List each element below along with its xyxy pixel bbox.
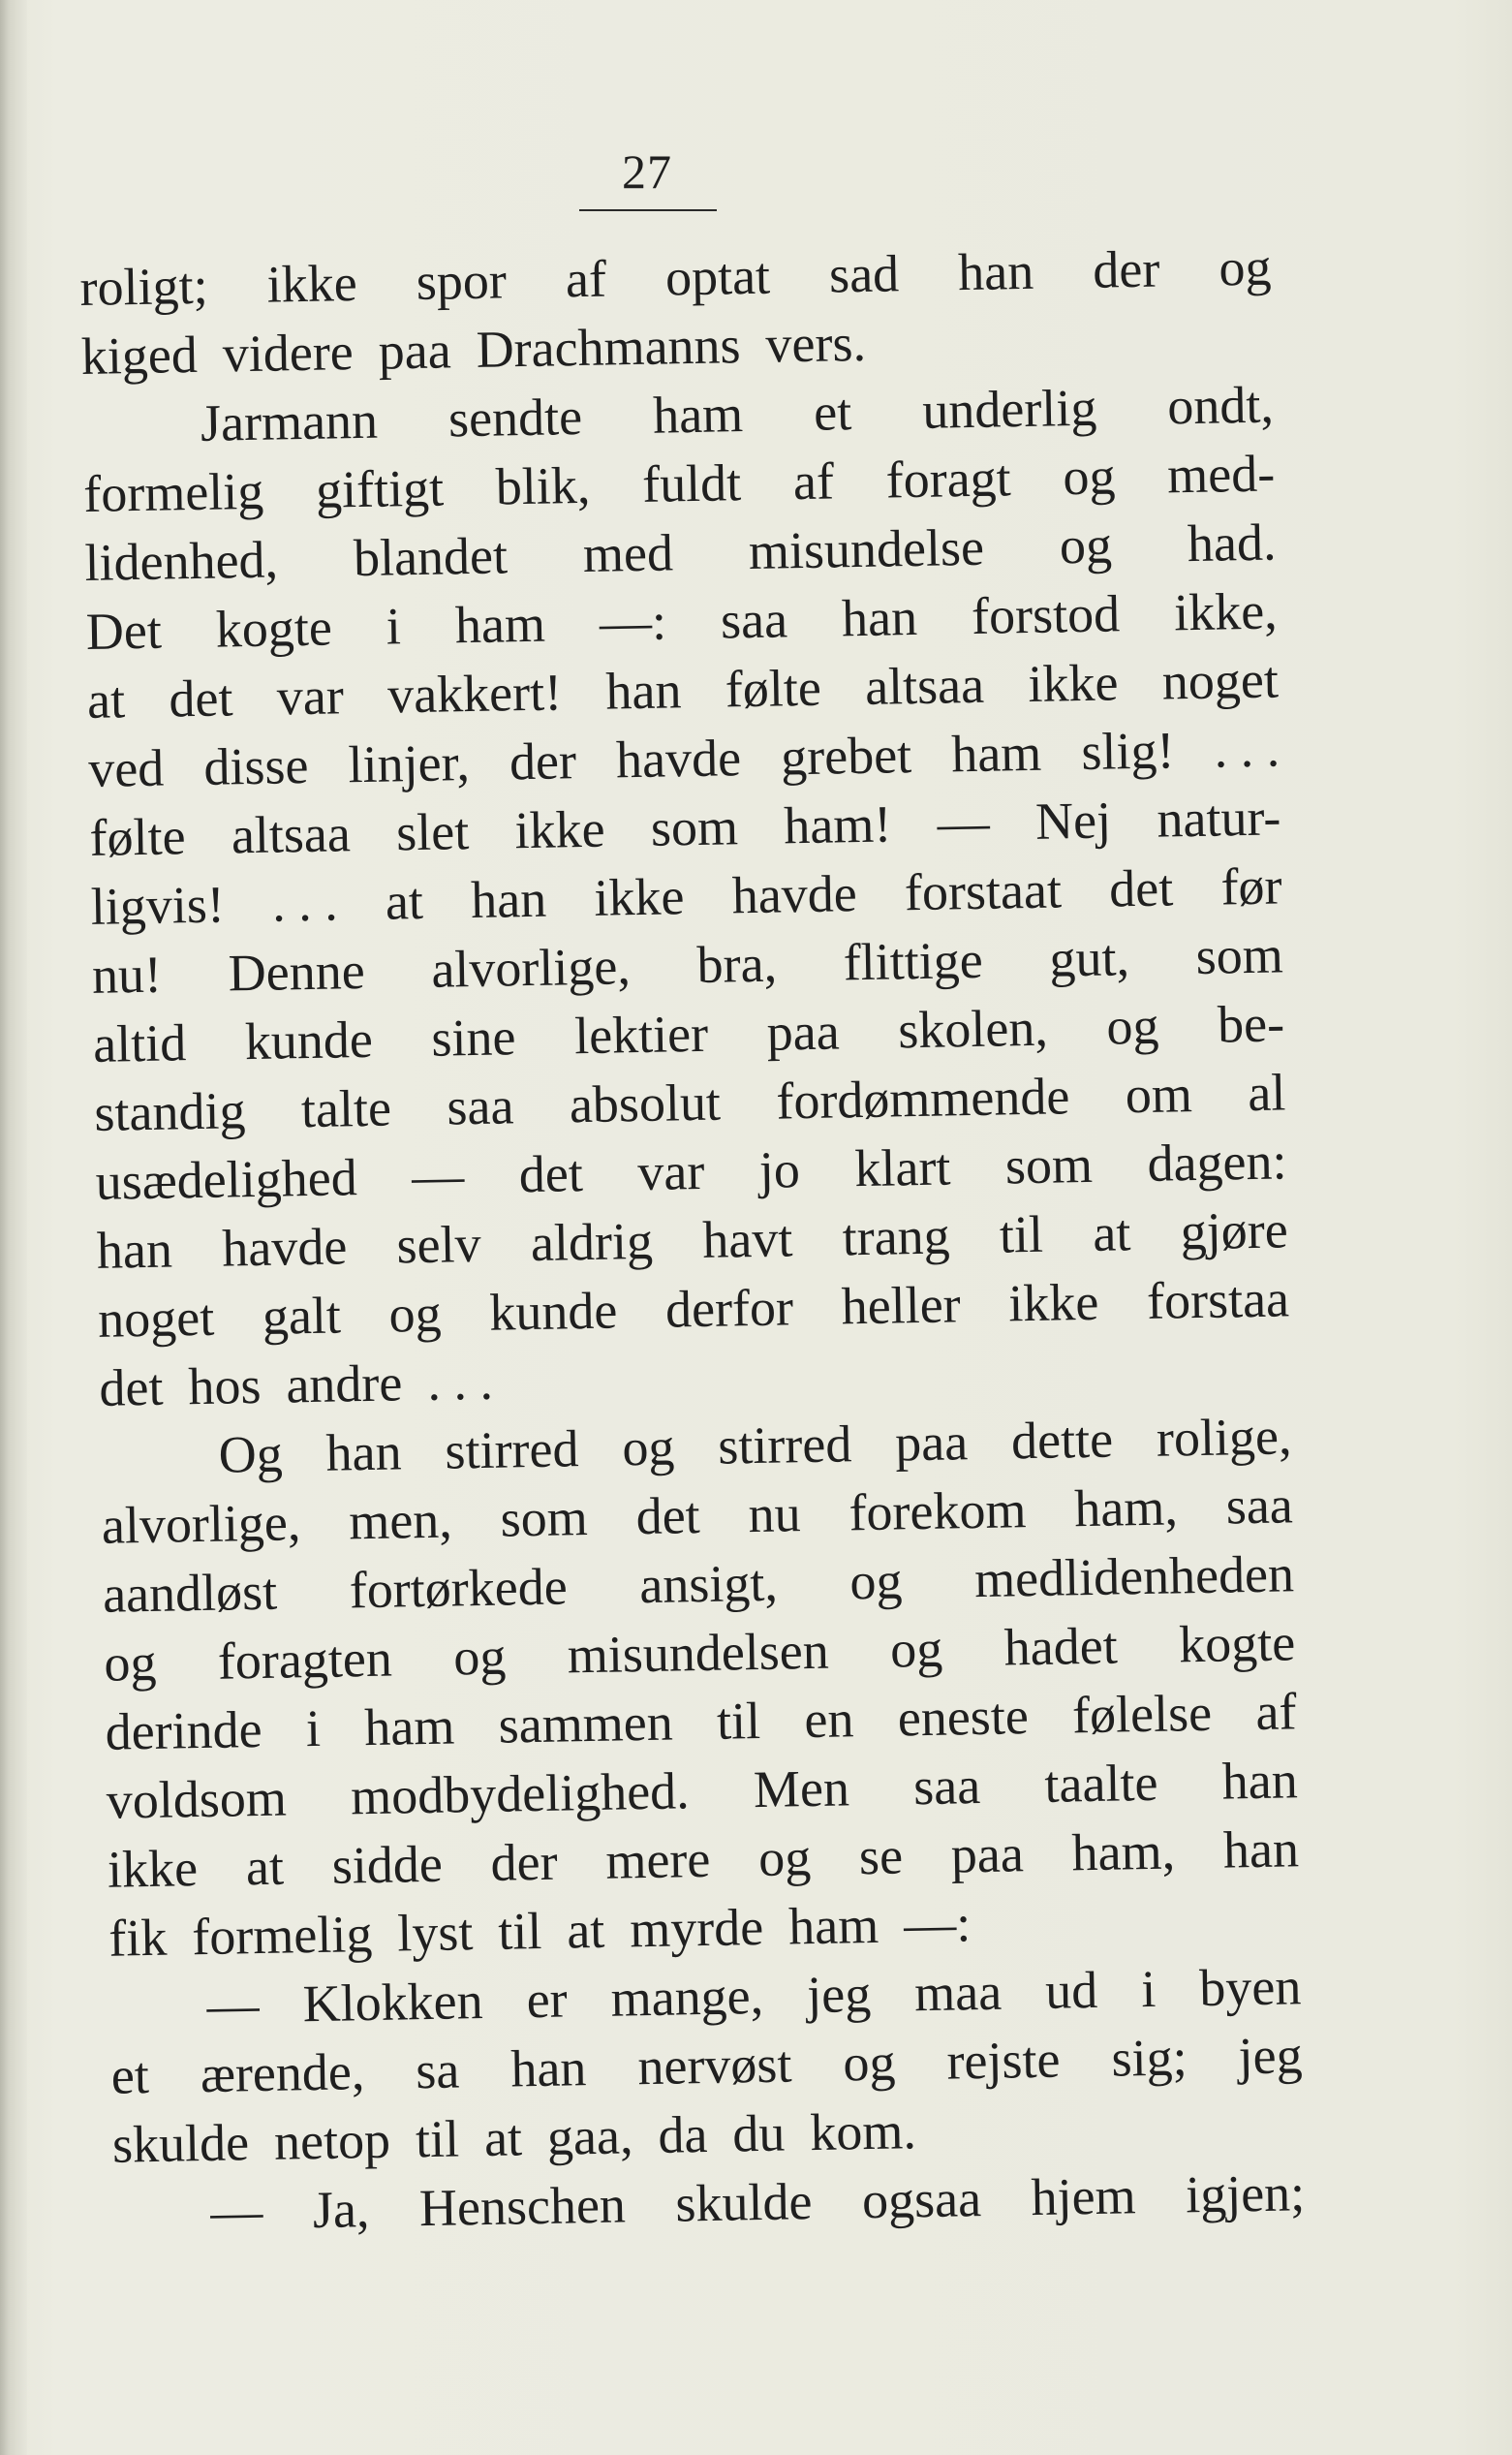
word: forekom (848, 1480, 1027, 1542)
word: og (621, 1417, 675, 1477)
word: skulde (674, 2172, 813, 2233)
word: talte (300, 1078, 392, 1139)
word: —: (599, 592, 667, 652)
word: til (497, 1901, 542, 1961)
word: blandet (353, 526, 509, 588)
word: hjem (1031, 2166, 1137, 2227)
word: han (325, 1422, 403, 1482)
word: linjer, (348, 733, 471, 794)
word: sidde (331, 1834, 444, 1895)
word: usædelighed (95, 1148, 358, 1211)
word: formelig (191, 1904, 373, 1967)
word: kunde (488, 1281, 618, 1342)
word: Henschen (418, 2175, 627, 2238)
word: kogte (1178, 1613, 1296, 1674)
word: Nej (1034, 791, 1112, 851)
word: aldrig (530, 1211, 654, 1273)
word: at (566, 1900, 605, 1960)
word: fik (108, 1908, 168, 1968)
word: alvorlige, (101, 1493, 301, 1555)
word: sendte (447, 387, 583, 449)
word: han (96, 1220, 173, 1280)
word: en (803, 1690, 854, 1750)
word: ligvis! (90, 875, 226, 936)
word: disse (202, 735, 309, 796)
word: nu! (91, 945, 163, 1005)
word: klart (853, 1137, 951, 1198)
word: i (1140, 1959, 1157, 2019)
word: derfor (664, 1278, 794, 1339)
word: til (999, 1204, 1044, 1264)
word: med- (1166, 444, 1276, 505)
word: før (1219, 856, 1282, 917)
word: sad (828, 244, 900, 304)
word: medlidenheden (973, 1544, 1295, 1609)
word: altid (92, 1013, 187, 1073)
word: noget (97, 1288, 215, 1349)
word: eneste (897, 1687, 1030, 1748)
word: som (500, 1488, 589, 1548)
word: du (731, 2103, 786, 2163)
word: Drachmanns (476, 316, 742, 379)
word: hos (187, 1355, 262, 1416)
word: ham, (1073, 1477, 1179, 1538)
word: nu (748, 1484, 802, 1544)
word: ham (652, 385, 744, 445)
word: var (636, 1141, 705, 1202)
word: skulde (111, 2113, 250, 2174)
word: blik, (495, 455, 591, 516)
word: modbydelighed. (350, 1761, 691, 1826)
word: vakkert! (386, 663, 563, 725)
word: er (526, 1970, 569, 2030)
word: ærende, (200, 2042, 365, 2104)
word: og (889, 1619, 943, 1679)
word: be- (1217, 994, 1285, 1054)
word: kogte (215, 598, 333, 659)
word: af (1254, 1682, 1297, 1742)
word: — (411, 1146, 465, 1206)
word: til (415, 2109, 460, 2169)
word: ikke (266, 254, 358, 314)
word: rejste (945, 2030, 1061, 2091)
word: sig; (1110, 2028, 1188, 2088)
word: Denne (228, 941, 366, 1003)
word: selv (396, 1214, 482, 1275)
word: følte (725, 658, 822, 719)
word: lyst (396, 1903, 474, 1963)
word: skolen, (897, 998, 1049, 1060)
word: ikke, (1173, 581, 1279, 642)
word: ondt, (1166, 375, 1275, 436)
word: ikke (514, 799, 606, 860)
word: absolut (569, 1072, 722, 1134)
word: maa (913, 1962, 1003, 2023)
word: ogsaa (861, 2169, 982, 2230)
word: paa (894, 1413, 969, 1473)
word: Klokken (302, 1972, 484, 2034)
word: natur- (1156, 788, 1281, 849)
word: spor (416, 251, 508, 311)
word: at (86, 670, 126, 730)
word: altsaa (864, 655, 985, 716)
word: som (1004, 1134, 1094, 1196)
word: . . . (1214, 719, 1281, 779)
word: det (98, 1357, 164, 1417)
page-number: 27 (622, 144, 672, 199)
word: ikke (1027, 653, 1119, 713)
word: der (490, 1832, 559, 1892)
word: myrde (629, 1897, 764, 1959)
word: al (1247, 1063, 1286, 1123)
word: ham, (1071, 1821, 1176, 1882)
word: havde (615, 729, 742, 790)
word: paa (766, 1002, 841, 1062)
word: voldsom (106, 1768, 288, 1830)
word: han (1221, 1751, 1299, 1811)
word: saa (446, 1076, 514, 1136)
word: gjøre (1180, 1200, 1289, 1261)
word: andre (285, 1353, 403, 1414)
word: og (849, 1551, 903, 1611)
word: Men (753, 1758, 850, 1819)
word: slig! (1080, 721, 1175, 782)
word: havde (731, 864, 858, 925)
word: underlig (921, 378, 1097, 440)
word: ikke (593, 867, 685, 927)
binding-edge (0, 0, 27, 2455)
word: med (582, 523, 674, 583)
word: og (1062, 447, 1116, 507)
word: saa (1225, 1476, 1294, 1536)
word: paa (950, 1824, 1025, 1884)
word: galt (262, 1286, 342, 1346)
word: sa (415, 2040, 460, 2100)
word: heller (841, 1275, 962, 1336)
word: standig (93, 1081, 246, 1142)
word: netop (273, 2110, 391, 2171)
word: havt (701, 1209, 793, 1269)
word: om (1125, 1065, 1193, 1125)
word: ham (950, 723, 1042, 784)
word: alvorlige, (430, 937, 632, 999)
word: havde (221, 1217, 348, 1278)
word: aandløst (102, 1562, 278, 1624)
word: roligt; (79, 256, 209, 317)
word: — (937, 792, 991, 853)
word: flittige (843, 930, 984, 992)
word: trang (842, 1206, 951, 1267)
word: nervøst (636, 2035, 792, 2097)
word: . . . (271, 873, 339, 933)
word: had. (1187, 513, 1277, 574)
word: forstaa (1146, 1269, 1290, 1330)
word: paa (378, 321, 452, 381)
word: som (650, 797, 739, 857)
word: i (386, 597, 402, 656)
word: fordømmende (775, 1067, 1070, 1131)
word: stirred (444, 1419, 579, 1480)
word: at (385, 871, 424, 931)
word: foragten (217, 1629, 393, 1691)
word: hadet (1003, 1616, 1119, 1677)
word: forstod (971, 584, 1121, 645)
word: vers. (764, 313, 867, 374)
word: misundelsen (567, 1621, 830, 1685)
word: gut, (1048, 928, 1130, 988)
word: jeg (806, 1965, 872, 2025)
word: han (470, 869, 547, 930)
word: at (483, 2108, 523, 2167)
word: og (1059, 515, 1113, 575)
word: følelse (1071, 1683, 1213, 1745)
body-text (79, 233, 1306, 2249)
word: han (509, 2038, 587, 2098)
word: giftigt (315, 458, 445, 519)
word: var (276, 667, 345, 727)
word: han (1222, 1819, 1300, 1880)
word: rolige, (1156, 1407, 1292, 1468)
word: han (957, 241, 1034, 302)
word: han (841, 587, 918, 648)
word: se (858, 1826, 904, 1886)
word: ansigt, (638, 1553, 779, 1615)
word: til (716, 1691, 761, 1751)
word: formelig (82, 461, 264, 523)
word: misundelse (748, 517, 985, 580)
word: stirred (717, 1414, 852, 1476)
word: sammen (498, 1693, 674, 1755)
word: som (1195, 925, 1284, 985)
word: af (792, 451, 835, 512)
word: og (103, 1632, 157, 1693)
word: dagen: (1147, 1132, 1287, 1193)
word: byen (1198, 1957, 1302, 2018)
word: der (1092, 239, 1160, 299)
word: kunde (244, 1010, 374, 1072)
word: der (509, 731, 577, 792)
word: grebet (780, 726, 912, 787)
word: fortørkede (349, 1557, 569, 1620)
word: forstaat (904, 860, 1063, 922)
word: Jarmann (200, 390, 379, 452)
word: mere (604, 1829, 711, 1890)
word: —: (903, 1894, 972, 1954)
word: kiged (80, 325, 199, 386)
word: det (168, 668, 233, 729)
word: ikke (1007, 1272, 1099, 1333)
word: altsaa (231, 804, 352, 865)
word: ud (1044, 1960, 1098, 2020)
word: ham (787, 1895, 879, 1956)
word: jeg (1238, 2026, 1304, 2086)
word: i (305, 1698, 322, 1758)
word: optat (664, 246, 771, 307)
word: lidenhed, (84, 530, 279, 592)
word: det (1108, 858, 1174, 918)
word: — (206, 1975, 261, 2035)
word: det (518, 1144, 584, 1204)
word: sine (430, 1008, 516, 1068)
word: og (1218, 237, 1272, 297)
word: saa (720, 590, 788, 650)
word: . . . (426, 1352, 494, 1412)
word: da (657, 2104, 708, 2164)
word: følte (89, 807, 187, 867)
word: Og (218, 1424, 284, 1484)
word: ikke (107, 1839, 199, 1899)
word: igjen; (1185, 2163, 1306, 2224)
word: ved (87, 738, 165, 798)
word: ham (454, 594, 546, 655)
word: men, (348, 1490, 453, 1551)
word: derinde (105, 1699, 263, 1761)
word: Det (85, 601, 163, 661)
page-number-rule (579, 209, 717, 211)
word: han (604, 661, 682, 721)
word: det (635, 1486, 701, 1546)
word: saa (912, 1756, 981, 1817)
word: slet (395, 802, 470, 862)
word: lektier (573, 1004, 709, 1066)
word: og (1105, 996, 1159, 1056)
word: taalte (1043, 1753, 1158, 1814)
word: dette (1010, 1410, 1114, 1471)
word: ham! (783, 794, 892, 855)
word: et (813, 383, 852, 442)
word: og (757, 1828, 812, 1888)
word: af (565, 249, 607, 309)
word: kom. (809, 2101, 917, 2162)
word: og (842, 2033, 896, 2093)
word: og (388, 1284, 443, 1344)
word: videre (222, 323, 355, 384)
word: og (452, 1627, 507, 1687)
word: foragt (885, 449, 1012, 510)
word: at (1092, 1203, 1131, 1262)
word: gaa, (546, 2106, 633, 2166)
word: noget (1161, 650, 1280, 711)
word: ham (363, 1696, 455, 1757)
word: at (245, 1837, 285, 1897)
word: bra, (696, 934, 778, 994)
word: jo (758, 1140, 801, 1199)
word: — (209, 2182, 263, 2241)
word: et (110, 2046, 150, 2105)
word: fuldt (641, 453, 742, 513)
word: mange, (610, 1966, 764, 2028)
word: Ja, (312, 2180, 370, 2240)
